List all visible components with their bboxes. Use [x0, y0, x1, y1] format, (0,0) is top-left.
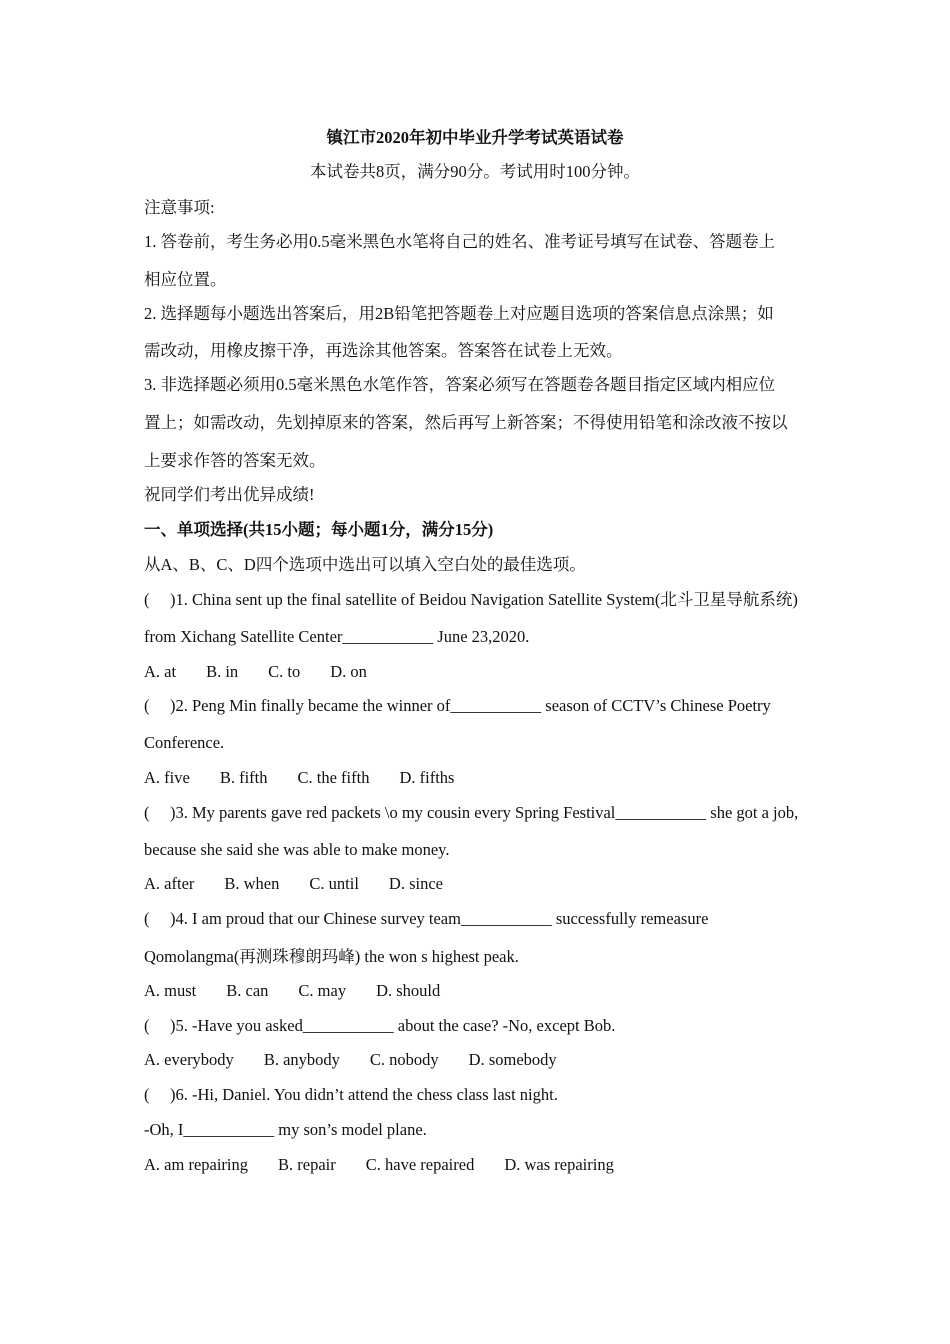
note-3-line-2: 置上；如需改动，先划掉原来的答案，然后再写上新答案；不得使用铅笔和涂改液不按以: [144, 413, 788, 432]
option-d: D. should: [376, 981, 441, 1000]
note-2-line-2: 需改动，用橡皮擦干净，再选涂其他答案。答案答在试卷上无效。: [144, 341, 623, 360]
answer-bracket: (: [144, 1085, 150, 1104]
option-b: B. fifth: [219, 768, 268, 787]
option-a: A. after: [144, 874, 195, 893]
section-heading: 一、单项选择(共15小题；每小题1分，满分15分): [144, 520, 494, 539]
question-5-text: )5. -Have you asked___________ about the case? -No, except Bob.: [170, 1016, 616, 1035]
question-4-line-1: [144, 909, 824, 929]
note-3-line-3: 上要求作答的答案无效。: [144, 451, 326, 470]
option-c: C. to: [268, 662, 301, 681]
question-6-line-1: [144, 1085, 824, 1105]
question-2-line-2: Conference.: [144, 733, 225, 752]
option-c: C. may: [298, 981, 347, 1000]
option-b: B. repair: [278, 1155, 336, 1174]
question-3-options: [144, 874, 824, 894]
option-b: B. in: [206, 662, 239, 681]
answer-bracket: (: [144, 1016, 150, 1035]
good-luck-line: 祝同学们考出优异成绩!: [144, 485, 315, 504]
page-subtitle: 本试卷共8页，满分90分。考试用时100分钟。: [310, 162, 640, 181]
question-1-options: [144, 662, 824, 682]
answer-bracket: (: [144, 590, 150, 609]
question-2-options: [144, 768, 824, 788]
option-b: B. can: [226, 981, 269, 1000]
option-d: D. since: [388, 874, 443, 893]
option-a: A. at: [144, 662, 177, 681]
question-1-text: )1. China sent up the final satellite of Beidou Navigation Satellite System(北斗卫星导航系统): [170, 590, 798, 609]
question-6-line-2: -Oh, I___________ my son’s model plane.: [144, 1120, 427, 1139]
question-3-line-1: [144, 803, 824, 823]
question-3-line-2: because she said she was able to make money.: [144, 840, 450, 859]
option-b: B. when: [224, 874, 280, 893]
option-c: C. until: [309, 874, 359, 893]
question-1-line-2: from Xichang Satellite Center___________ June 23,2020.: [144, 627, 530, 646]
question-4-text: )4. I am proud that our Chinese survey team___________ successfully remeasure: [170, 909, 709, 928]
page-title: 镇江市2020年初中毕业升学考试英语试卷: [326, 128, 624, 147]
answer-bracket: (: [144, 909, 150, 928]
question-5-line-1: [144, 1016, 824, 1036]
option-c: C. nobody: [369, 1050, 439, 1069]
question-2-line-1: [144, 696, 824, 716]
option-b: B. anybody: [263, 1050, 340, 1069]
option-c: C. have repaired: [365, 1155, 475, 1174]
option-a: A. everybody: [144, 1050, 234, 1069]
option-d: D. fifths: [399, 768, 455, 787]
answer-bracket: (: [144, 696, 150, 715]
option-d: D. was repairing: [504, 1155, 614, 1174]
option-a: A. am repairing: [144, 1155, 249, 1174]
notes-heading: 注意事项:: [144, 198, 215, 217]
question-4-line-2: Qomolangma(再测珠穆朗玛峰) the won s highest peak.: [144, 947, 519, 966]
question-6-options: [144, 1155, 824, 1175]
question-1-line-1: [144, 590, 824, 610]
question-6-text: )6. -Hi, Daniel. You didn’t attend the chess class last night.: [170, 1085, 558, 1104]
option-d: D. on: [330, 662, 367, 681]
note-3-line-1: 3. 非选择题必须用0.5毫米黑色水笔作答，答案必须写在答题卷各题目指定区域内相应位: [144, 375, 776, 394]
option-c: C. the fifth: [297, 768, 370, 787]
option-d: D. somebody: [468, 1050, 557, 1069]
option-a: A. five: [144, 768, 190, 787]
section-instruction: 从A、B、C、D四个选项中选出可以填入空白处的最佳选项。: [144, 555, 586, 574]
question-3-text: )3. My parents gave red packets \o my cousin every Spring Festival___________ she got a job,: [170, 803, 799, 822]
note-1-line-2: 相应位置。: [144, 270, 227, 289]
question-5-options: [144, 1050, 824, 1070]
answer-bracket: (: [144, 803, 150, 822]
question-4-options: [144, 981, 824, 1001]
option-a: A. must: [144, 981, 197, 1000]
question-2-text: )2. Peng Min finally became the winner of___________ season of CCTV’s Chinese Poetry: [170, 696, 771, 715]
note-1-line-1: 1. 答卷前，考生务必用0.5毫米黑色水笔将自己的姓名、准考证号填写在试卷、答题卷上: [144, 232, 776, 251]
note-2-line-1: 2. 选择题每小题选出答案后，用2B铅笔把答题卷上对应题目选项的答案信息点涂黑；如: [144, 304, 774, 323]
